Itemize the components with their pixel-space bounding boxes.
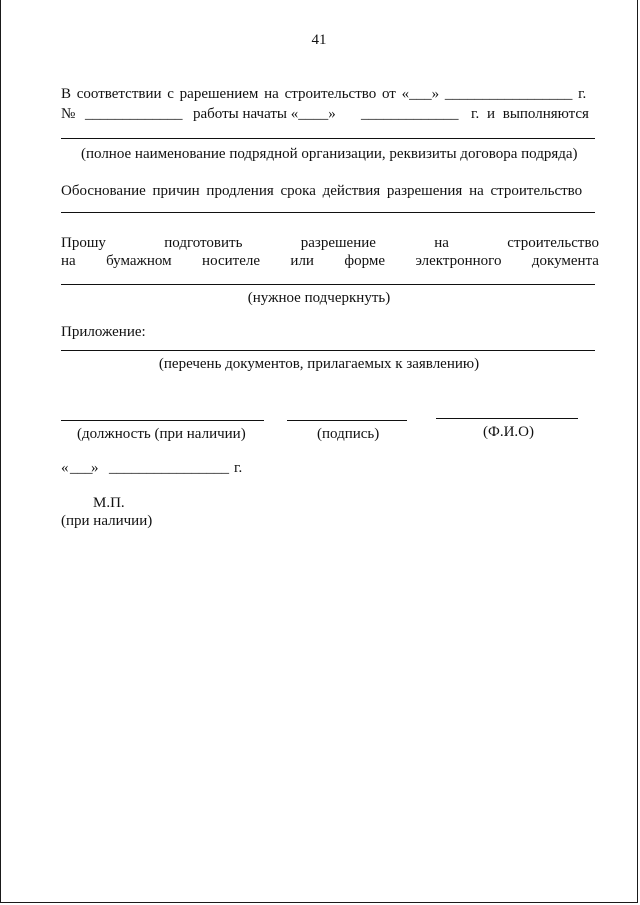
- permit-line-text: В соответствии с рарешением на строительство от «___» _________________ г.: [61, 86, 587, 102]
- justification-text: Обоснование причин продления срока действия разрешения на строительство: [61, 183, 583, 199]
- request-word: электронного: [415, 253, 502, 269]
- request-word: на: [61, 253, 76, 269]
- number-sign: №: [61, 106, 76, 122]
- permit-line: [61, 86, 599, 102]
- work-start-date-blank: _____________: [361, 106, 459, 122]
- work-started-text: работы начаты «____»: [193, 106, 336, 122]
- date-close-quote: »: [91, 460, 99, 476]
- request-word: документа: [531, 253, 599, 269]
- attachment-label: Приложение:: [61, 324, 146, 340]
- work-in-progress-text: г. и выполняются: [471, 106, 589, 122]
- contractor-line: [61, 138, 595, 139]
- attachment-caption: (перечень документов, прилагаемых к заявлению): [158, 356, 480, 372]
- request-word: бумажном: [106, 253, 172, 269]
- request-word: или: [290, 253, 314, 269]
- stamp-label: М.П.: [93, 495, 125, 511]
- request-word: на: [434, 235, 449, 251]
- date-open-quote: «: [61, 460, 69, 476]
- name-line: [436, 418, 578, 419]
- signature-caption: (подпись): [317, 426, 380, 442]
- page-number: 41: [311, 32, 327, 48]
- signature-line: [287, 420, 407, 421]
- position-line: [61, 420, 264, 421]
- justification-line: [61, 212, 595, 213]
- date-year-suffix: г.: [234, 460, 243, 476]
- request-word: Прошу: [61, 235, 106, 251]
- request-line: [61, 284, 595, 285]
- number-blank: _____________: [85, 106, 183, 122]
- request-word: строительство: [507, 235, 599, 251]
- request-word: форме: [344, 253, 386, 269]
- request-line-2: [61, 253, 599, 269]
- name-caption: (Ф.И.О): [483, 424, 535, 440]
- request-caption: (нужное подчеркнуть): [247, 290, 391, 306]
- attachment-line: [61, 350, 595, 351]
- contractor-caption: (полное наименование подрядной организации, реквизиты договора подряда): [81, 146, 578, 162]
- request-line-1: [61, 235, 599, 251]
- date-day-blank: ___: [70, 460, 93, 476]
- request-word: подготовить: [164, 235, 243, 251]
- stamp-note: (при наличии): [61, 513, 153, 529]
- request-word: разрешение: [300, 235, 376, 251]
- date-month-blank: ________________: [109, 460, 229, 476]
- position-caption: (должность (при наличии): [77, 426, 246, 442]
- request-word: носителе: [202, 253, 260, 269]
